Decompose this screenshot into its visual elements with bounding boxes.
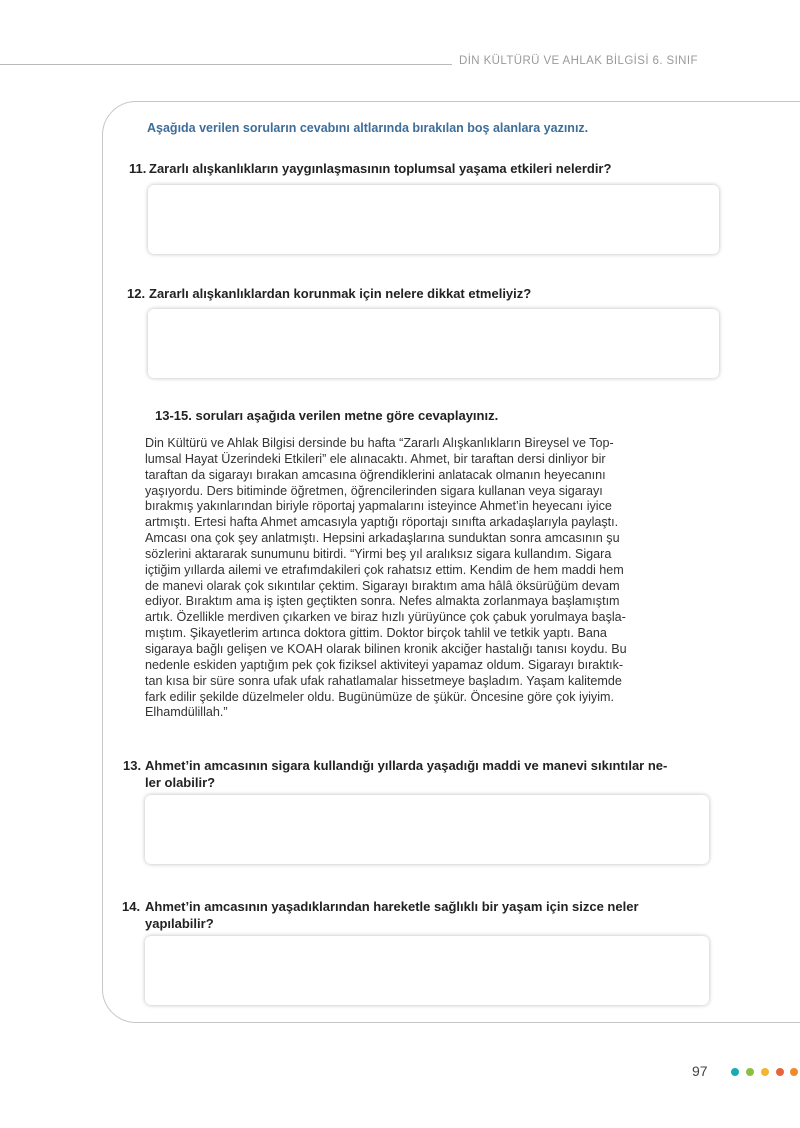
question-number: 14. (122, 899, 141, 914)
passage-line: Amcası ona çok şey anlatmıştı. Hepsini arkadaşlarına sunduktan sonra amcasının şu (145, 531, 620, 546)
question-13 (123, 757, 723, 791)
instruction-text: Aşağıda verilen soruların cevabını altlarında bırakılan boş alanlara yazınız. (147, 121, 589, 135)
question-number: 13. (123, 758, 142, 773)
decor-dot (776, 1068, 784, 1076)
passage-line: lumsal Hayat Üzerindeki Etkileri” ele alınacaktı. Ahmet, bir taraftan dersi dinliyor bir (145, 451, 606, 466)
passage-line: ediyor. Bıraktım ama iş işten geçtikten sonra. Nefes almakta zorlanmaya başlamıştım (145, 594, 620, 609)
passage-line: mıştım. Şikayetlerim artınca doktora gittim. Doktor birçok tahlil ve tetkik yaptı. Bana (145, 626, 607, 641)
decor-dot (761, 1068, 769, 1076)
passage-line: nedenle eskiden yaptığım pek çok fiziksel aktiviteyi yapamaz oldum. Sigarayı bıraktık- (145, 657, 624, 672)
passage-line: artık. Özellikle merdiven çıkarken ve biraz hızlı yürüyünce çok çabuk yorulmaya başla- (145, 610, 626, 625)
answer-box-12[interactable] (148, 309, 719, 378)
question-12 (127, 285, 727, 302)
passage-line: taraftan da sigarayı bırakan amcasına öğrendiklerini anlatacak olmanın heyecanını (145, 467, 606, 482)
question-14 (122, 898, 722, 932)
passage-line: sözlerini aktararak sunumunu bitirdi. “Yirmi beş yıl aralıksız sigara kullandım. Sigara (145, 546, 612, 561)
book-title: DİN KÜLTÜRÜ VE AHLAK BİLGİSİ 6. SINIF (459, 55, 698, 67)
reading-passage (145, 436, 718, 721)
decor-dot (731, 1068, 739, 1076)
answer-box-14[interactable] (145, 936, 709, 1005)
passage-heading: 13-15. soruları aşağıda verilen metne göre cevaplayınız. (155, 408, 499, 423)
question-number: 12. (127, 286, 146, 301)
passage-line: Din Kültürü ve Ahlak Bilgisi dersinde bu hafta “Zararlı Alışkanlıkların Bireysel ve Top- (145, 436, 614, 450)
passage-line: yaşıyordu. Ders bitiminde öğretmen, öğrencilerinden sigara kullanan veya sigarayı (145, 483, 603, 498)
question-number: 11. (129, 161, 147, 176)
decor-dot (746, 1068, 754, 1076)
answer-box-13[interactable] (145, 795, 709, 864)
passage-line: sigaraya bağlı gelişen ve KOAH olarak bilinen kronik akciğer hastalığı tanısı koydu. Bu (145, 641, 627, 656)
passage-line: tan kısa bir süre sonra ufak ufak rahatlamalar hissetmeye başladım. Yaşam kalitemde (145, 673, 622, 688)
passage-line: de manevi olarak çok sıkıntılar çektim. Sigarayı bıraktım ama hâlâ öksürüğüm devam (145, 578, 620, 593)
passage-line: içtiğim yıllarda ailemi ve etrafımdakileri çok rahatsız ettim. Kendim de hem maddi hem (145, 562, 624, 577)
passage-line: bırakmış yakınlarından biriyle röportaj yapmalarını isteyince Ahmet’in heyecanı iyice (145, 499, 612, 514)
question-11 (129, 160, 729, 177)
question-text: Zararlı alışkanlıklardan korunmak için nelere dikkat etmeliyiz? (149, 286, 532, 301)
passage-line: Elhamdülillah.” (145, 705, 228, 720)
question-text-cont: ler olabilir? (145, 775, 216, 790)
question-text-cont: yapılabilir? (145, 916, 214, 931)
header-rule (0, 64, 452, 65)
question-text: Ahmet’in amcasının yaşadıklarından hareketle sağlıklı bir yaşam için sizce neler (145, 899, 639, 914)
passage-line: artmıştı. Ertesi hafta Ahmet amcasıyla yaptığı röportajı sınıfta arkadaşlarıyla paylaştı. (145, 515, 619, 530)
decor-dot (790, 1068, 798, 1076)
answer-box-11[interactable] (148, 185, 719, 254)
question-text: Zararlı alışkanlıkların yaygınlaşmasının toplumsal yaşama etkileri nelerdir? (149, 161, 612, 176)
question-text: Ahmet’in amcasının sigara kullandığı yıllarda yaşadığı maddi ve manevi sıkıntılar ne- (145, 758, 668, 773)
page-number: 97 (692, 1063, 708, 1079)
passage-line: fark edilir şekilde düzelmeler oldu. Bugünümüze de şükür. Öncesine göre çok iyiyim. (145, 689, 614, 704)
